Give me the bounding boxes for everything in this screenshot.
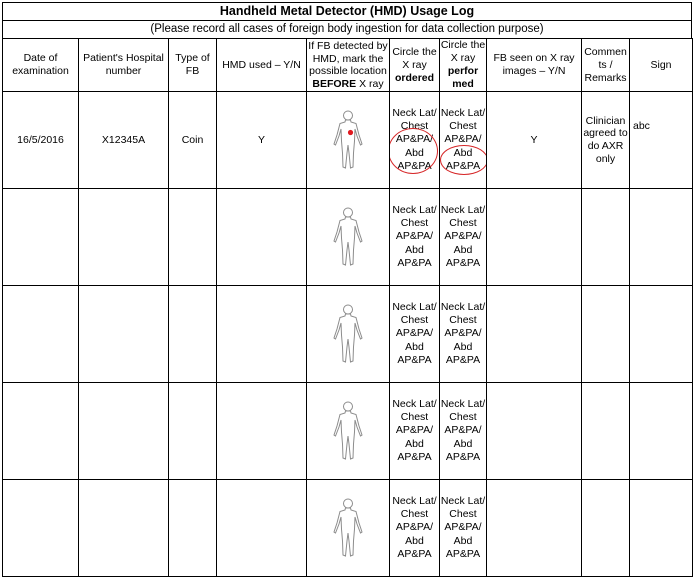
body-outline-icon[interactable] (331, 497, 365, 559)
hmd-used-cell[interactable] (217, 189, 307, 286)
option-abd-ap-pa[interactable]: AP&PA (445, 450, 481, 463)
fb-seen-cell[interactable] (487, 189, 582, 286)
option-chest-ap-pa[interactable]: AP&PA/ (395, 327, 434, 340)
body-outline-icon[interactable] (331, 206, 365, 268)
table-row (3, 189, 693, 286)
xray-performed-cell[interactable] (440, 286, 487, 383)
option-chest[interactable]: Chest (449, 217, 477, 230)
option-chest[interactable]: Chest (449, 120, 477, 133)
sign-cell[interactable] (630, 92, 693, 189)
option-abd-ap-pa[interactable]: AP&PA (445, 353, 481, 366)
option-neck-lat[interactable]: Neck Lat/ (440, 494, 486, 507)
table-row (3, 92, 693, 189)
sign-cell[interactable] (630, 189, 693, 286)
sign-value: abc (633, 120, 650, 132)
option-neck-lat[interactable]: Neck Lat/ (392, 106, 437, 119)
fb-type-cell[interactable] (169, 480, 217, 577)
option-neck-lat[interactable]: Neck Lat/ (392, 397, 437, 410)
date-cell[interactable] (3, 480, 79, 577)
xray-ordered-cell[interactable] (390, 286, 440, 383)
sheet-subtitle: (Please record all cases of foreign body ingestion for data collection purpose) (2, 20, 692, 38)
option-abd[interactable]: Abd (405, 437, 424, 450)
option-neck-lat[interactable]: Neck Lat/ (440, 106, 486, 119)
comment-line: only (595, 152, 616, 165)
fb-location-marker (348, 130, 353, 135)
header-date: Date of examination (3, 39, 79, 92)
hmd-used-value: Y (257, 134, 265, 146)
option-abd-ap-pa[interactable]: AP&PA (397, 353, 432, 366)
body-diagram-cell[interactable] (307, 286, 390, 383)
option-abd-ap-pa[interactable]: AP&PA (397, 159, 432, 172)
option-neck-lat[interactable]: Neck Lat/ (440, 203, 486, 216)
fb-type-cell[interactable] (169, 383, 217, 480)
xray-performed-cell[interactable] (440, 480, 487, 577)
log-rows (3, 92, 693, 577)
header-hospital-number: Patient's Hospital number (79, 39, 169, 92)
option-chest-ap-pa[interactable]: AP&PA/ (395, 521, 434, 534)
option-neck-lat[interactable]: Neck Lat/ (440, 397, 486, 410)
sign-cell[interactable] (630, 286, 693, 383)
xray-performed-cell[interactable] (440, 189, 487, 286)
fb-type-cell[interactable] (169, 92, 217, 189)
option-chest-ap-pa[interactable]: AP&PA/ (444, 133, 482, 146)
option-chest[interactable]: Chest (400, 411, 429, 424)
fb-seen-cell[interactable] (487, 286, 582, 383)
option-abd[interactable]: Abd (453, 243, 473, 256)
option-abd[interactable]: Abd (453, 437, 473, 450)
option-chest[interactable]: Chest (449, 314, 477, 327)
comments-cell[interactable] (582, 286, 630, 383)
hmd-used-cell[interactable] (217, 480, 307, 577)
option-chest[interactable]: Chest (400, 508, 429, 521)
sheet-title: Handheld Metal Detector (HMD) Usage Log (2, 2, 692, 20)
fb-seen-cell[interactable] (487, 480, 582, 577)
hospital-number-cell[interactable] (79, 480, 169, 577)
option-abd[interactable]: Abd (405, 146, 424, 159)
log-sheet (2, 2, 692, 577)
comment-line: agreed to (583, 127, 628, 140)
header-row (3, 39, 693, 92)
fb-type-cell[interactable] (169, 286, 217, 383)
header-hmd-used: HMD used – Y/N (217, 39, 307, 92)
hmd-used-cell[interactable] (217, 92, 307, 189)
hmd-used-cell[interactable] (217, 383, 307, 480)
date-cell[interactable] (3, 189, 79, 286)
option-abd-ap-pa[interactable]: AP&PA (397, 547, 432, 560)
body-diagram-cell[interactable] (307, 189, 390, 286)
option-abd-ap-pa[interactable]: AP&PA (397, 450, 432, 463)
hospital-number-cell[interactable] (79, 92, 169, 189)
option-chest-ap-pa[interactable]: AP&PA/ (395, 230, 434, 243)
option-abd-ap-pa[interactable]: AP&PA (397, 256, 432, 269)
header-xray-performed: Circle the X ray perfor med (440, 39, 486, 90)
option-abd[interactable]: Abd (453, 146, 473, 159)
header-fb-seen: FB seen on X ray images – Y/N (487, 39, 582, 92)
hospital-number-cell[interactable] (79, 189, 169, 286)
body-diagram-cell[interactable] (307, 92, 390, 189)
option-neck-lat[interactable]: Neck Lat/ (392, 203, 437, 216)
option-chest-ap-pa[interactable]: AP&PA/ (444, 230, 482, 243)
comments-cell[interactable] (582, 92, 630, 189)
sign-cell[interactable] (630, 480, 693, 577)
comment-line: do AXR (587, 140, 624, 152)
option-neck-lat[interactable]: Neck Lat/ (440, 300, 486, 313)
hmd-used-cell[interactable] (217, 286, 307, 383)
option-chest-ap-pa[interactable]: AP&PA/ (444, 424, 482, 437)
fb-seen-value: Y (530, 134, 538, 146)
date-cell[interactable] (3, 92, 79, 189)
xray-ordered-cell[interactable] (390, 92, 440, 189)
fb-seen-cell[interactable] (487, 92, 582, 189)
header-fb-type: Type of FB (169, 39, 217, 92)
table-row (3, 383, 693, 480)
option-chest[interactable]: Chest (400, 314, 429, 327)
option-abd-ap-pa[interactable]: AP&PA (445, 547, 481, 560)
option-abd[interactable]: Abd (453, 534, 473, 547)
option-abd-ap-pa[interactable]: AP&PA (445, 256, 481, 269)
header-fb-location: If FB detected by HMD, mark the possible location BEFORE X ray (308, 40, 388, 90)
xray-ordered-cell[interactable] (390, 480, 440, 577)
option-abd[interactable]: Abd (405, 534, 424, 547)
fb-type-value: Coin (181, 134, 204, 146)
body-outline-icon[interactable] (331, 109, 365, 171)
option-neck-lat[interactable]: Neck Lat/ (392, 494, 437, 507)
option-neck-lat[interactable]: Neck Lat/ (392, 300, 437, 313)
hospital-number-value: X12345A (101, 134, 146, 146)
comments-cell[interactable] (582, 383, 630, 480)
usage-log-table (2, 38, 693, 577)
table-row (3, 286, 693, 383)
header-sign: Sign (630, 39, 693, 92)
option-abd-ap-pa[interactable]: AP&PA (445, 159, 481, 172)
body-diagram-cell[interactable] (307, 480, 390, 577)
date-cell[interactable] (3, 383, 79, 480)
option-chest[interactable]: Chest (400, 217, 429, 230)
body-outline-icon[interactable] (331, 400, 365, 462)
hospital-number-cell[interactable] (79, 383, 169, 480)
option-chest-ap-pa[interactable]: AP&PA/ (395, 133, 434, 146)
option-chest-ap-pa[interactable]: AP&PA/ (395, 424, 434, 437)
fb-seen-cell[interactable] (487, 383, 582, 480)
option-chest[interactable]: Chest (400, 120, 429, 133)
body-outline-icon[interactable] (331, 303, 365, 365)
xray-ordered-cell[interactable] (390, 383, 440, 480)
header-comments: Commen ts / Remarks (582, 39, 630, 92)
sign-cell[interactable] (630, 383, 693, 480)
option-chest-ap-pa[interactable]: AP&PA/ (444, 521, 482, 534)
option-abd[interactable]: Abd (453, 340, 473, 353)
table-row (3, 480, 693, 577)
option-chest[interactable]: Chest (449, 508, 477, 521)
comment-line: Clinician (585, 114, 626, 127)
header-xray-ordered: Circle the X ray ordered (390, 39, 440, 92)
comments-cell[interactable] (582, 480, 630, 577)
xray-performed-cell[interactable] (440, 92, 487, 189)
option-chest-ap-pa[interactable]: AP&PA/ (444, 327, 482, 340)
comments-cell[interactable] (582, 189, 630, 286)
option-chest[interactable]: Chest (449, 411, 477, 424)
date-cell[interactable] (3, 286, 79, 383)
body-diagram-cell[interactable] (307, 383, 390, 480)
option-abd[interactable]: Abd (405, 340, 424, 353)
xray-performed-cell[interactable] (440, 383, 487, 480)
date-value: 16/5/2016 (17, 134, 64, 146)
xray-ordered-cell[interactable] (390, 189, 440, 286)
hospital-number-cell[interactable] (79, 286, 169, 383)
option-abd[interactable]: Abd (405, 243, 424, 256)
fb-type-cell[interactable] (169, 189, 217, 286)
